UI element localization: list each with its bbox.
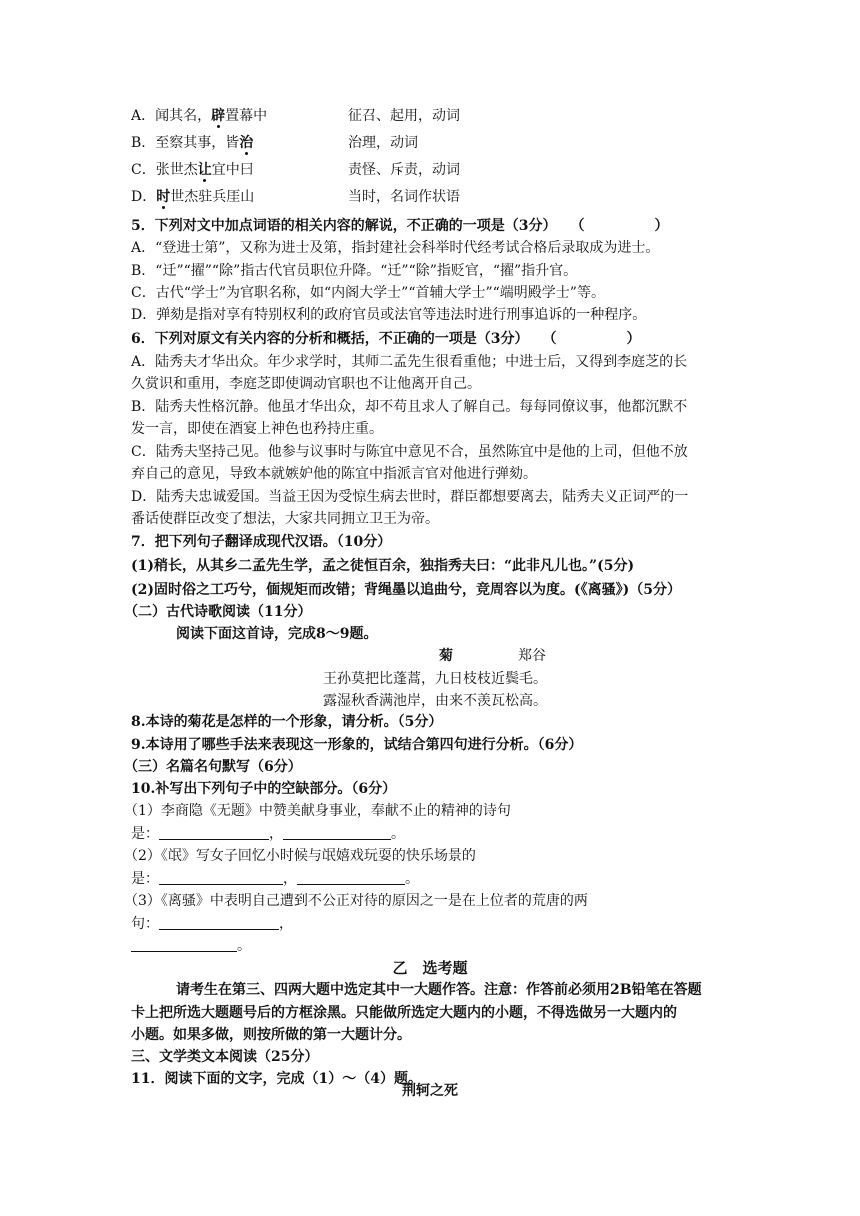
answer-blank[interactable] [159, 825, 269, 840]
q4-option-b-explanation: 治理，动词 [348, 135, 418, 151]
q4-option-a-suffix: 置幕中 [225, 108, 268, 124]
q6-line: C．陆秀夫坚持己见。他参与议事时与陈宜中意见不合，虽然陈宜中是他的上司，但他不放 [131, 444, 688, 460]
q4-option-a [131, 106, 460, 126]
answer-blank[interactable] [283, 825, 391, 840]
section-2-heading: （二）古代诗歌阅读（11分） [124, 604, 312, 620]
q4-option-b [131, 133, 418, 153]
question-8: 8.本诗的菊花是怎样的一个形象，请分析。（5分） [131, 714, 443, 730]
part-b-instruction-3: 小题。如果多做，则按所做的第一大题计分。 [131, 1027, 411, 1043]
dictation-item-1: （1）李商隐《无题》中赞美献身事业，奉献不止的精神的诗句 [124, 803, 511, 819]
dictation-answer-3-cont [131, 936, 251, 956]
section-3-heading: （三）名篇名句默写（6分） [124, 759, 302, 775]
section-3-literary-heading: 三、文学类文本阅读（25分） [131, 1049, 319, 1065]
poem-author: 郑谷 [518, 648, 546, 664]
question-11: 11．阅读下面的文字，完成（1）～（4）题。 [131, 1071, 422, 1087]
q4-option-d-text: D． [131, 189, 157, 205]
q5-option-a: A．“登进士第”，又称为进士及第，指封建社会科举时代经考试合格后录取成为进士。 [131, 240, 660, 256]
q4-option-d-suffix: 世杰驻兵厓山 [170, 189, 255, 205]
q4-option-c [131, 160, 460, 180]
q4-option-d [131, 187, 460, 207]
q5-stem: 5．下列对文中加点词语的相关内容的解说，不正确的一项是（3分） （ ） [131, 218, 669, 234]
answer-blank[interactable] [131, 937, 237, 952]
q7-sentence-2: (2)固时俗之工巧兮，偭规矩而改错；背绳墨以追曲兮，竞周容以为度。(《离骚》)（5分） [131, 582, 681, 598]
poem-intro: 阅读下面这首诗，完成8～9题。 [176, 626, 378, 642]
q5-option-c: C．古代“学士”为官职名称，如“内阁大学士”“首辅大学士”“端明殿学士”等。 [131, 285, 605, 301]
dotted-char: 治 [239, 135, 254, 151]
answer-prefix: 是： [131, 826, 159, 842]
part-b-heading: 乙 选考题 [392, 959, 468, 977]
q4-option-c-explanation: 责怪、斥责，动词 [348, 162, 460, 178]
answer-blank[interactable] [297, 870, 405, 885]
comma: ， [269, 826, 283, 842]
period: 。 [391, 826, 405, 842]
answer-blank[interactable] [159, 915, 279, 930]
q4-option-d-explanation: 当时，名词作状语 [348, 189, 460, 205]
q6-line: B．陆秀夫性格沉静。他虽才华出众，却不苟且求人了解自己。每每同僚议事，他都沉默不 [131, 399, 688, 415]
story-title: 荆轲之死 [402, 1083, 458, 1099]
dictation-answer-2 [131, 869, 419, 889]
q6-line: 久赏识和重用，李庭芝即使调动官职也不让他离开自己。 [131, 376, 481, 392]
period: 。 [237, 938, 251, 954]
period: 。 [405, 871, 419, 887]
q4-option-a-explanation: 征召、起用，动词 [348, 108, 460, 124]
q4-option-a-text: A．闻其名， [131, 108, 212, 124]
dotted-char: 时 [156, 189, 171, 205]
q6-line: 发一言，即使在酒宴上神色也矜持庄重。 [131, 421, 383, 437]
q4-option-c-suffix: 宜中曰 [211, 162, 254, 178]
poem-line-1: 王孙莫把比蓬蒿，九日枝枝近鬓毛。 [323, 671, 547, 687]
poem-line-2: 露湿秋香满池岸，由来不羡瓦松高。 [323, 693, 547, 709]
q6-line: A．陆秀夫才华出众。年少求学时，其师二孟先生很看重他；中进士后，又得到李庭芝的长 [131, 354, 688, 370]
answer-blank[interactable] [159, 870, 283, 885]
q6-line: 番话使群臣改变了想法，大家共同拥立卫王为帝。 [131, 511, 439, 527]
q6-line: D．陆秀夫忠诚爱国。当益王因为受惊生病去世时，群臣都想要离去，陆秀夫义正词严的一 [131, 489, 689, 505]
answer-prefix: 是： [131, 871, 159, 887]
q7-stem: 7．把下列句子翻译成现代汉语。（10分） [131, 534, 392, 550]
q4-option-c-text: C．张世杰 [131, 162, 198, 178]
dictation-answer-1 [131, 824, 405, 844]
dotted-char: 让 [197, 162, 212, 178]
part-b-instruction-2: 卡上把所选大题题号后的方框涂黑。只能做所选定大题内的小题，不得选做另一大题内的 [131, 1005, 677, 1021]
comma: ， [279, 916, 293, 932]
q5-option-d: D．弹劾是指对享有特别权利的政府官员或法官等违法时进行刑事追诉的一种程序。 [131, 307, 647, 323]
dotted-char: 辟 [211, 108, 226, 124]
answer-prefix: 句： [131, 916, 159, 932]
question-10: 10.补写出下列句子中的空缺部分。（6分） [131, 781, 397, 797]
q6-stem: 6．下列对原文有关内容的分析和概括，不正确的一项是（3分） （ ） [131, 331, 641, 347]
dictation-item-2: （2）《氓》写女子回忆小时候与氓嬉戏玩耍的快乐场景的 [124, 848, 476, 864]
poem-title: 菊 [439, 648, 453, 664]
part-b-instruction-1: 请考生在第三、四两大题中选定其中一大题作答。注意：作答前必须用2B铅笔在答题 [176, 982, 702, 998]
q7-sentence-1: (1)稍长，从其乡二孟先生学，孟之徒恒百余，独指秀夫曰：“此非凡儿也。”(5分) [131, 558, 635, 574]
q6-line: 弃自己的意见，导致本就嫉妒他的陈宜中指派言官对他进行弹劾。 [131, 466, 537, 482]
comma: ， [283, 871, 297, 887]
dictation-answer-3 [131, 914, 293, 934]
q4-option-b-text: B．至察其事，皆 [131, 135, 240, 151]
dictation-item-3: （3）《离骚》中表明自己遭到不公正对待的原因之一是在上位者的荒唐的两 [124, 893, 588, 909]
question-9: 9.本诗用了哪些手法来表现这一形象的，试结合第四句进行分析。（6分） [131, 737, 583, 753]
q5-option-b: B．“迁”“擢”“除”指古代官员职位升降。“迁”“除”指贬官，“擢”指升官。 [131, 263, 578, 279]
